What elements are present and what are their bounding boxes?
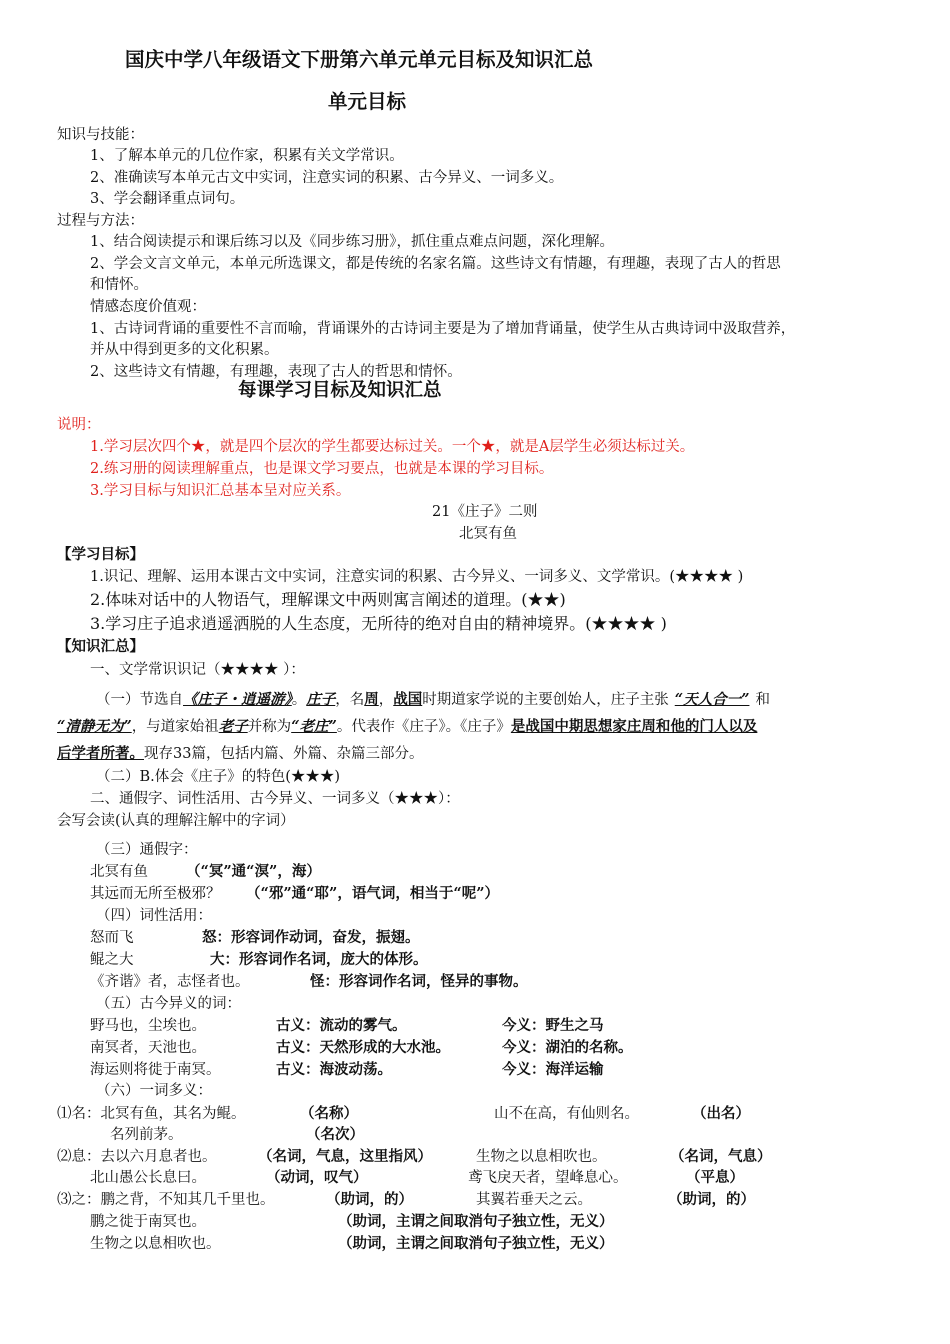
- lesson-subtitle: 北冥有鱼: [459, 526, 517, 542]
- section-2-heading: 二、通假字、词性活用、古今异义、一词多义（★★★）：: [90, 791, 460, 807]
- study-goal: 1.识记、理解、运用本课古文中实词，注意实词的积累、古今异义、一词多义、文学常识。(★★★★ ): [90, 569, 744, 585]
- tongjia-note: （“邪”通“耶”，语气词，相当于“呢”）: [246, 885, 500, 902]
- yici-meaning: （动词，叹气）: [266, 1169, 368, 1186]
- cixing-note: 怒：形容词作动词，奋发，振翅。: [202, 929, 420, 946]
- yici-meaning: （助词，主谓之间取消句子独立性，无义）: [338, 1235, 614, 1252]
- lit-author: 庄子: [306, 691, 336, 708]
- lit-authorship: 是战国中期思想家庄周和他的门人以及: [510, 718, 758, 735]
- cixing-text: 鲲之大: [90, 952, 134, 968]
- yici-meaning: （助词，的）: [668, 1191, 755, 1208]
- cixing-text: 怒而飞: [90, 930, 134, 946]
- lit-text: ，名: [335, 692, 365, 708]
- note-item: 2.练习册的阅读理解重点，也是课文学习要点，也就是本课的学习目标。: [90, 461, 554, 477]
- lit-concept: “天人合一”: [674, 691, 750, 708]
- yici-example: 生物之以息相吹也。: [476, 1149, 607, 1165]
- yici-meaning: （平息）: [686, 1169, 744, 1186]
- gujin-text: 野马也，尘埃也。: [90, 1018, 206, 1034]
- yici-example: ⑶之：鹏之背，不知其几千里也。: [57, 1192, 275, 1208]
- cixing-text: 《齐谐》者，志怪者也。: [90, 974, 250, 990]
- cixing-note: 大：形容词作名词，庞大的体形。: [210, 951, 428, 968]
- gujin-new: 今义：湖泊的名称。: [502, 1039, 633, 1056]
- yici-example: 山不在高，有仙则名。: [494, 1106, 639, 1122]
- yici-example: ⑵息：去以六月息者也。: [57, 1149, 217, 1165]
- gujin-label: （五）古今异义的词：: [96, 996, 241, 1012]
- knowledge-item: 1、了解本单元的几位作家，积累有关文学常识。: [90, 148, 404, 164]
- notes-label: 说明：: [57, 417, 101, 433]
- yici-meaning: （名词，气息，这里指风）: [258, 1148, 432, 1165]
- literature-line-3: [57, 744, 423, 764]
- attitude-item: 并从中得到更多的文化积累。: [90, 342, 279, 358]
- lesson-title: 21《庄子》二则: [432, 504, 538, 520]
- tongjia-label: （三）通假字：: [96, 842, 198, 858]
- yici-example: 北山愚公长息曰。: [90, 1170, 206, 1186]
- lit-source: 《庄子・逍遥游》: [183, 691, 292, 708]
- lit-authorship: 后学者所著。: [57, 745, 144, 762]
- process-item: 和情怀。: [90, 277, 148, 293]
- knowledge-summary-label: 【知识汇总】: [57, 638, 144, 655]
- note-item: 3.学习目标与知识汇总基本呈对应关系。: [90, 483, 351, 499]
- knowledge-label: 知识与技能：: [57, 127, 144, 143]
- tongjia-text: 其远而无所至极邪？: [90, 886, 221, 902]
- yici-example: 鹏之徙于南冥也。: [90, 1214, 206, 1230]
- study-goal: 3.学习庄子追求逍遥洒脱的人生态度，无所待的绝对自由的精神境界。(★★★★ ): [90, 614, 667, 633]
- yici-meaning: （名词，气息）: [670, 1148, 772, 1165]
- literature-heading: 一、文学常识识记（★★★★ ）：: [90, 662, 305, 678]
- yici-example: 其翼若垂天之云。: [476, 1192, 592, 1208]
- process-item: 2、学会文言文单元，本单元所选课文，都是传统的名家名篇。这些诗文有情趣，有理趣，表现了古人的哲思: [90, 256, 781, 272]
- process-item: 1、结合阅读提示和课后练习以及《同步练习册》，抓住重点难点问题，深化理解。: [90, 234, 614, 250]
- literature-feature: （二）B.体会《庄子》的特色(★★★): [96, 769, 341, 785]
- gujin-old: 古义：海波动荡。: [276, 1061, 392, 1078]
- knowledge-item: 3、学会翻译重点词句。: [90, 191, 245, 207]
- yici-meaning: （助词，主谓之间取消句子独立性，无义）: [338, 1213, 614, 1230]
- yici-example: ⑴名：北冥有鱼，其名为鲲。: [57, 1106, 246, 1122]
- cixing-label: （四）词性活用：: [96, 908, 212, 924]
- section-2-note: 会写会读(认真的理解注解中的字词）: [57, 813, 295, 829]
- yici-example: 生物之以息相吹也。: [90, 1236, 221, 1252]
- lit-laozhuang: “老庄”: [291, 718, 337, 735]
- literature-line-2: [57, 717, 757, 737]
- lit-text: （一）节选自: [96, 692, 183, 708]
- gujin-old: 古义：流动的雾气。: [276, 1017, 407, 1034]
- process-label: 过程与方法：: [57, 213, 144, 229]
- yici-example: 鸢飞戾天者，望峰息心。: [468, 1170, 628, 1186]
- lit-text: 和: [755, 692, 770, 708]
- note-item: 1.学习层次四个★，就是四个层次的学生都要达标过关。一个★，就是A层学生必须达标过关。: [90, 439, 695, 455]
- lesson-goals-heading: 每课学习目标及知识汇总: [238, 380, 442, 401]
- lit-name: 周: [364, 691, 379, 708]
- yici-label: （六）一词多义：: [96, 1083, 212, 1099]
- attitude-label: 情感态度价值观：: [90, 299, 206, 315]
- literature-line-1: [96, 690, 770, 710]
- cixing-note: 怪：形容词作名词，怪异的事物。: [310, 973, 528, 990]
- yici-meaning: （名称）: [300, 1105, 358, 1122]
- gujin-new: 今义：野生之马: [502, 1017, 604, 1034]
- attitude-item: 1、古诗词背诵的重要性不言而喻，背诵课外的古诗词主要是为了增加背诵量，使学生从古典诗词中汲取营养，: [90, 321, 796, 337]
- lit-laozi: 老子: [218, 718, 248, 735]
- gujin-new: 今义：海洋运输: [502, 1061, 604, 1078]
- study-goal: 2.体味对话中的人物语气，理解课文中两则寓言阐述的道理。(★★): [90, 590, 566, 609]
- tongjia-text: 北冥有鱼: [90, 864, 148, 880]
- study-goals-label: 【学习目标】: [57, 546, 144, 563]
- yici-meaning: （出名）: [692, 1105, 750, 1122]
- lit-text: 现存33篇，包括内篇、外篇、杂篇三部分。: [144, 746, 424, 762]
- knowledge-item: 2、准确读写本单元古文中实词，注意实词的积累、古今异义、一词多义。: [90, 170, 564, 186]
- gujin-text: 海运则将徙于南冥。: [90, 1062, 221, 1078]
- unit-goals-heading: 单元目标: [328, 90, 407, 113]
- yici-meaning: （名次）: [306, 1126, 364, 1143]
- lit-text: ，: [378, 692, 394, 708]
- attitude-item: 2、这些诗文有情趣，有理趣，表现了古人的哲思和情怀。: [90, 364, 462, 380]
- tongjia-note: （“冥”通“溟”，海）: [186, 863, 321, 880]
- page-title: 国庆中学八年级语文下册第六单元单元目标及知识汇总: [125, 48, 594, 71]
- lit-concept: “清静无为”: [57, 718, 132, 735]
- lit-text: 。代表作《庄子》。《庄子》: [336, 719, 511, 735]
- lit-text: 并称为: [247, 719, 292, 735]
- lit-text: ，与道家始祖: [131, 719, 219, 735]
- lit-era: 战国: [393, 691, 423, 708]
- gujin-text: 南冥者，天池也。: [90, 1040, 206, 1056]
- lit-text: 时期道家学说的主要创始人，庄子主张: [422, 692, 669, 708]
- gujin-old: 古义：天然形成的大水池。: [276, 1039, 450, 1056]
- lit-text: 。: [291, 692, 307, 708]
- yici-example: 名列前茅。: [110, 1127, 183, 1143]
- yici-meaning: （助词，的）: [326, 1191, 413, 1208]
